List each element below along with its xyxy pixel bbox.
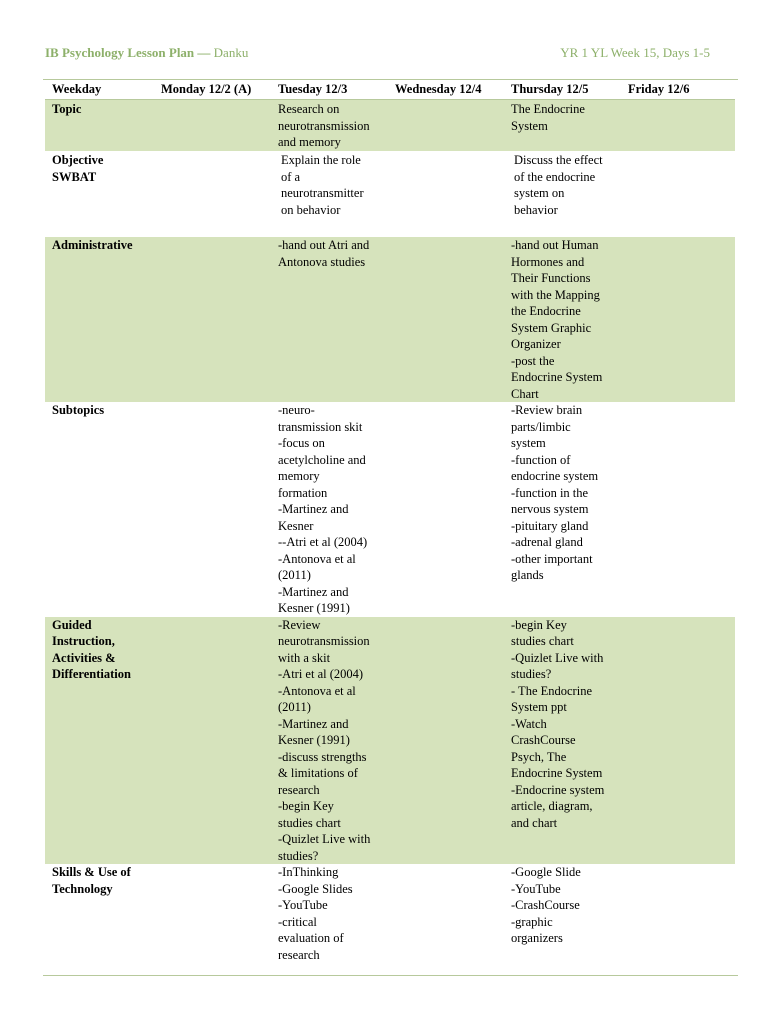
table-header-row (45, 80, 735, 100)
cell-text: Research on neurotransmission and memory (278, 102, 370, 149)
table-cell (271, 100, 388, 152)
table-cell (621, 151, 735, 237)
table-row (45, 402, 735, 617)
column-header: Tuesday 12/3 (271, 80, 388, 100)
table-cell (154, 617, 271, 865)
table-row (45, 864, 735, 974)
table-cell (621, 100, 735, 152)
document-title: IB Psychology Lesson Plan (45, 45, 195, 60)
header-title-group (45, 45, 248, 61)
lesson-plan-table (45, 80, 735, 974)
cell-text: -hand out Atri and Antonova studies (278, 238, 370, 269)
cell-text: -hand out Human Hormones and Their Functions with the Mapping the Endocrine System Graphic Organizer -post the Endocrine System Chart (511, 238, 603, 401)
cell-text: -Review neurotransmission with a skit -Atri et al (2004) -Antonova et al (2011) -Martinez and Kesner (1991) -discuss strengths & limitations of research -begin Key studies chart -Quizlet Live with studies? (278, 617, 371, 863)
table-cell (504, 151, 621, 237)
cell-text: -Review brain parts/limbic system -function of endocrine system -function in the nervous system -pituitary gland -adrenal gland -other important glands (511, 403, 599, 582)
column-header: Monday 12/2 (A) (154, 80, 271, 100)
row-label-text: Topic (52, 102, 82, 116)
table-cell (621, 402, 735, 617)
table-cell (504, 237, 621, 402)
table-cell (621, 237, 735, 402)
table-row (45, 617, 735, 865)
table-cell (504, 617, 621, 865)
row-label-text: Guided Instruction, Activities & Differentiation (52, 617, 131, 681)
column-header: Weekday (45, 80, 154, 100)
row-label-text: Administrative (52, 238, 133, 252)
cell-text: -neuro- transmission skit -focus on acetylcholine and memory formation -Martinez and Kesner --Atri et al (2004) -Antonova et al (2011) -Martinez and Kesner (1991) (278, 403, 368, 615)
footer-divider (43, 975, 738, 976)
table-cell (388, 151, 504, 237)
table-cell (504, 864, 621, 974)
table-cell (271, 402, 388, 617)
row-label-text: Skills & Use of Technology (52, 865, 131, 896)
table-cell (271, 864, 388, 974)
column-header: Wednesday 12/4 (388, 80, 504, 100)
table-row (45, 151, 735, 237)
table-cell (388, 402, 504, 617)
table-row (45, 100, 735, 152)
table-cell (504, 100, 621, 152)
table-cell (271, 151, 388, 237)
page-header (45, 45, 710, 65)
row-label (45, 237, 154, 402)
table-cell (388, 617, 504, 865)
table-row (45, 237, 735, 402)
row-label (45, 402, 154, 617)
row-label-text: Subtopics (52, 403, 105, 417)
cell-text: The Endocrine System (511, 102, 585, 133)
table-cell (154, 402, 271, 617)
table-cell (621, 864, 735, 974)
week-info: YR 1 YL Week 15, Days 1-5 (560, 45, 710, 60)
table-cell (154, 100, 271, 152)
row-label (45, 100, 154, 152)
row-label (45, 151, 154, 237)
table-cell (154, 237, 271, 402)
cell-text: -begin Key studies chart -Quizlet Live with studies? - The Endocrine System ppt -Watch CrashCourse Psych, The Endocrine System -Endocrine system article, diagram, and chart (511, 617, 605, 830)
table-cell (621, 617, 735, 865)
teacher-name: Danku (213, 45, 249, 60)
column-header: Friday 12/6 (621, 80, 735, 100)
table-cell (271, 617, 388, 865)
row-label (45, 864, 154, 974)
table-cell (154, 151, 271, 237)
table-cell (388, 100, 504, 152)
table-cell (154, 864, 271, 974)
table-cell (504, 402, 621, 617)
row-label (45, 617, 154, 865)
cell-text: -InThinking -Google Slides -YouTube -critical evaluation of research (278, 865, 353, 962)
table-cell (388, 237, 504, 402)
cell-text: -Google Slide -YouTube -CrashCourse -graphic organizers (511, 865, 581, 945)
table-cell (388, 864, 504, 974)
table-cell (271, 237, 388, 402)
cell-text: Explain the role of a neurotransmitter on behavior (281, 153, 364, 217)
row-label-text: Objective SWBAT (52, 153, 104, 184)
cell-text: Discuss the effect of the endocrine system on behavior (514, 153, 603, 217)
column-header: Thursday 12/5 (504, 80, 621, 100)
title-separator: — (194, 45, 214, 60)
